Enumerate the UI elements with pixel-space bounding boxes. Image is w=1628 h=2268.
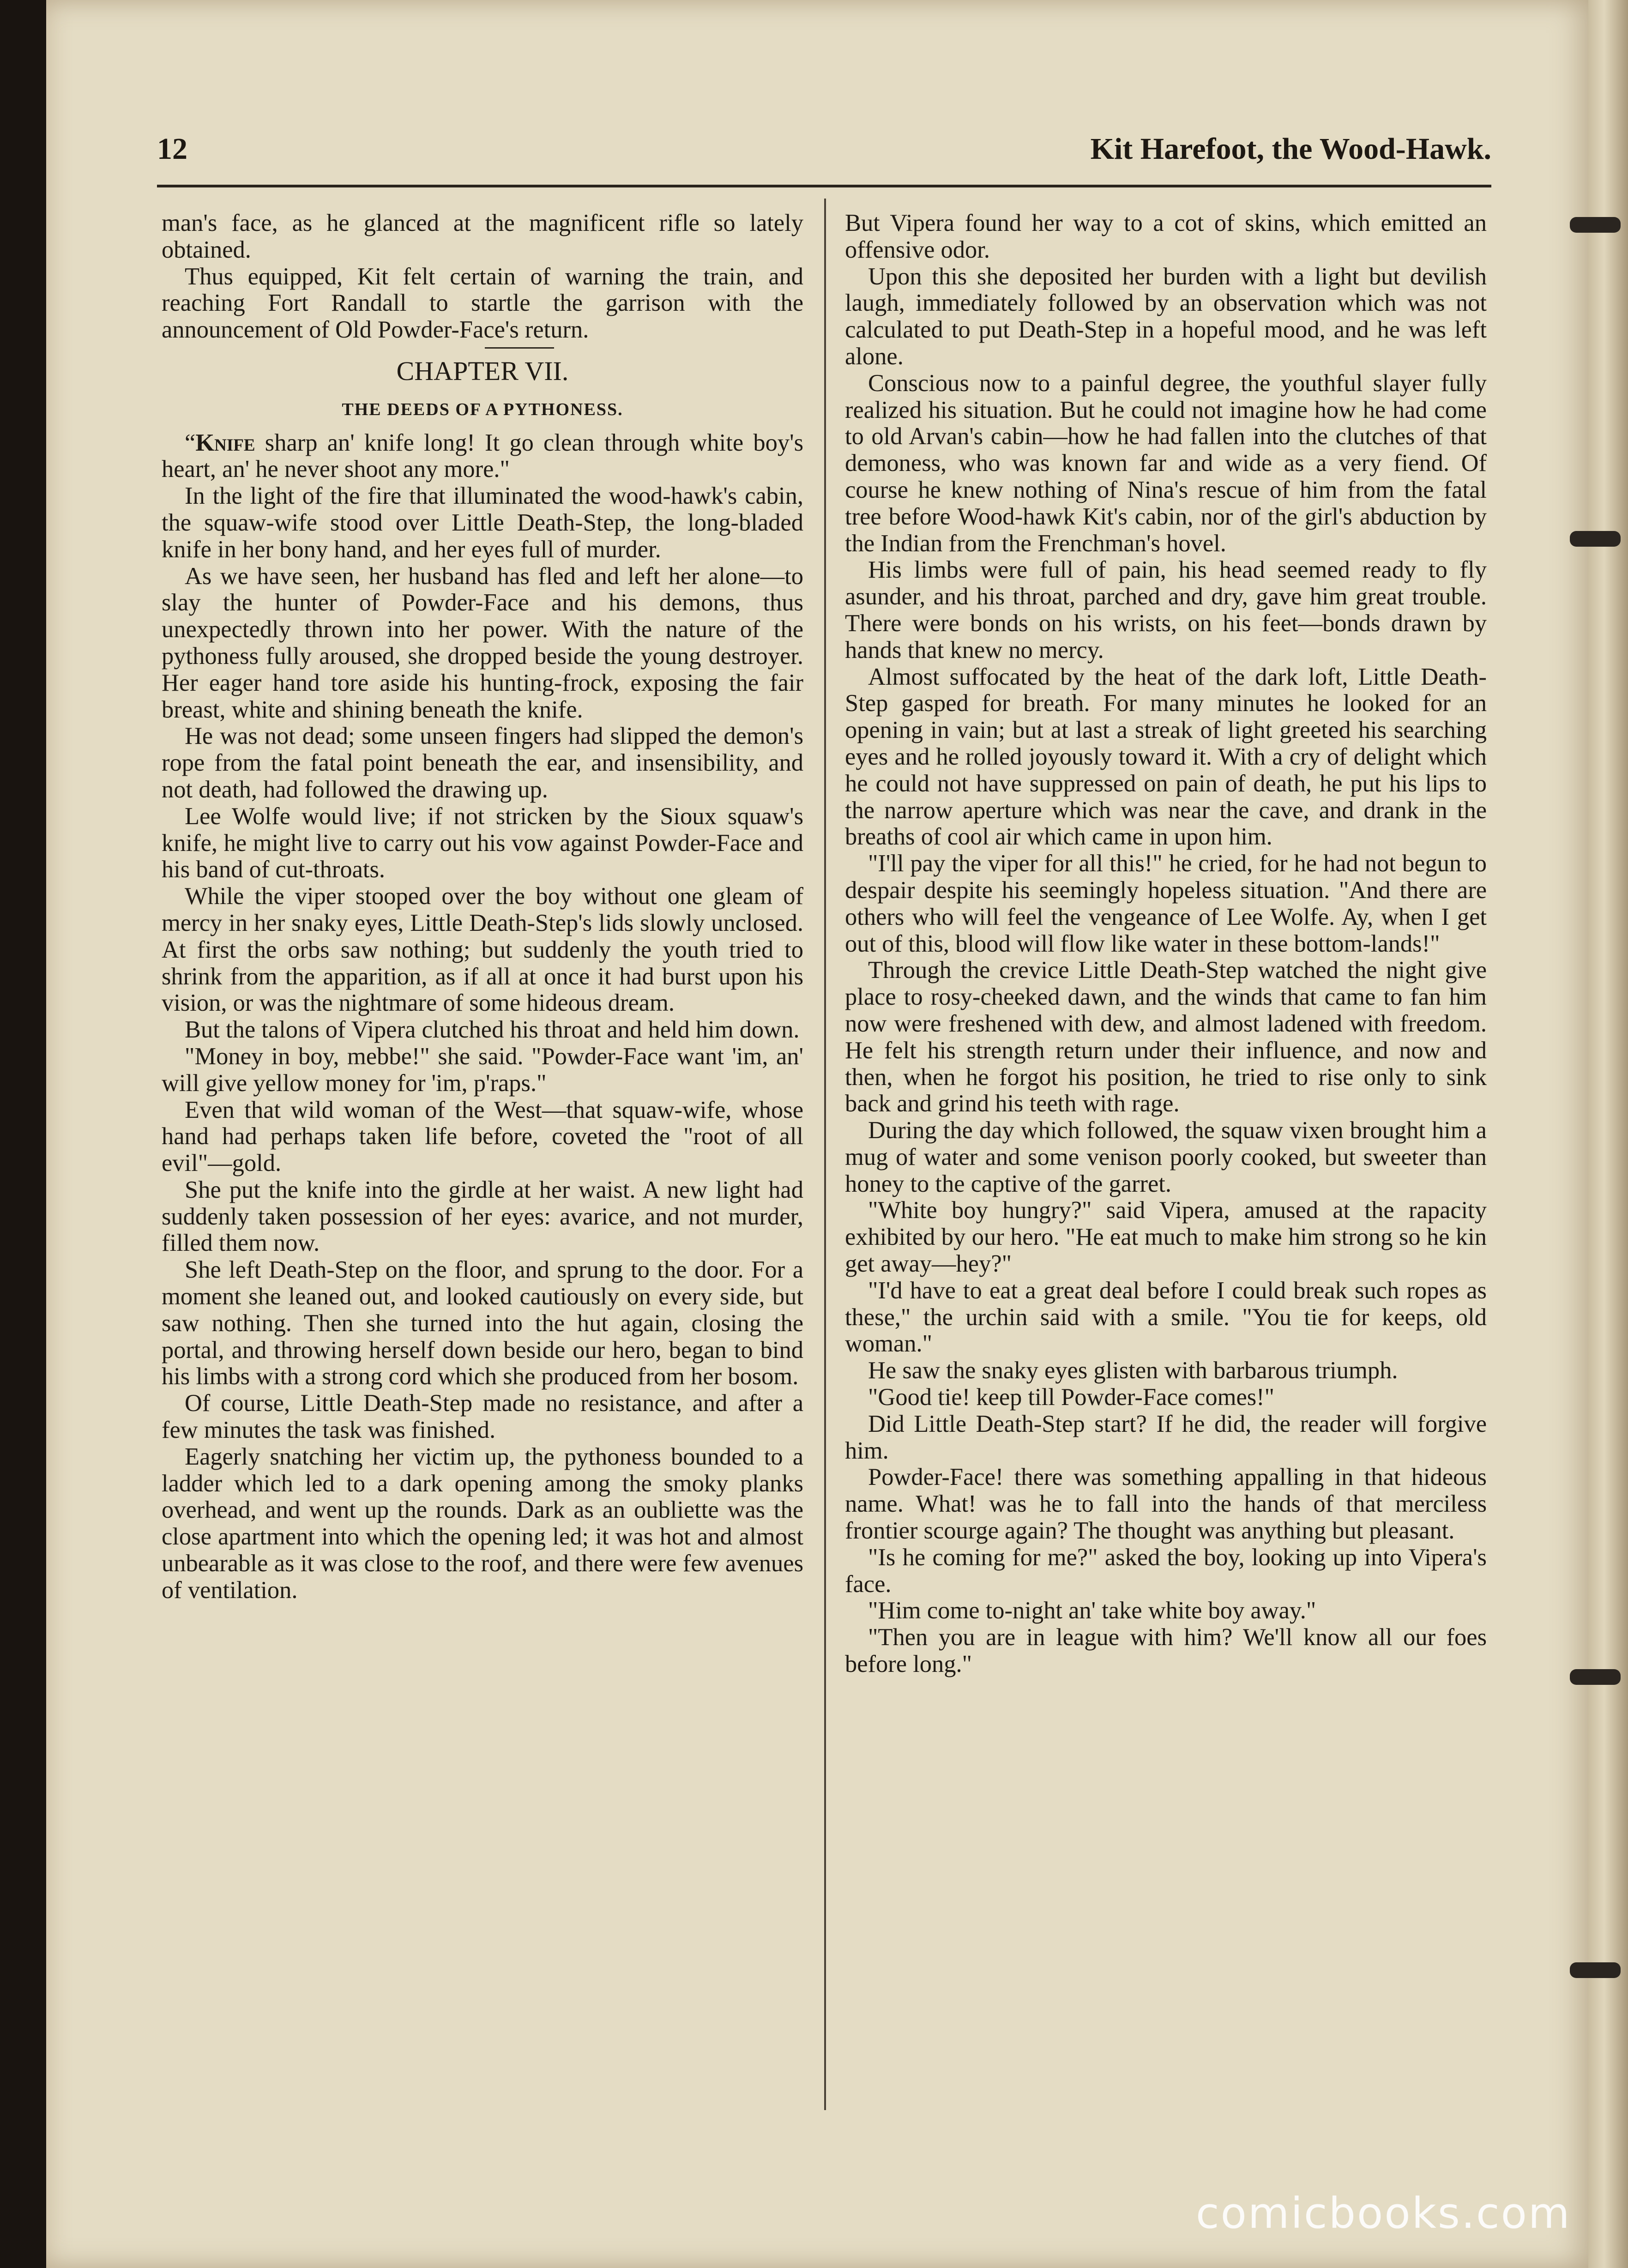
header-rule — [157, 185, 1491, 187]
chapter-title: CHAPTER VII. — [396, 356, 569, 386]
opening-paragraph: “Knife sharp an' knife long! It go clean through white boy's heart, an' he never shoot any more." — [162, 429, 803, 483]
chapter-separator — [485, 347, 554, 349]
paragraph: "I'd have to eat a great deal before I could break such ropes as these," the urchin said with a smile. "You tie for keeps, old woman." — [845, 1277, 1487, 1357]
paragraph: He saw the snaky eyes glisten with barbarous triumph. — [868, 1357, 1398, 1384]
paragraph: Powder-Face! there was something appalling in that hideous name. What! was he to fall into the hands of that merciless frontier scourge again? The thought was anything but pleasant. — [845, 1464, 1487, 1544]
paragraph: Did Little Death-Step start? If he did, the reader will forgive him. — [845, 1410, 1487, 1464]
watermark: comicbooks.com — [1196, 2189, 1571, 2238]
paragraph: In the light of the fire that illuminated the wood-hawk's cabin, the squaw-wife stood over Little Death-Step, the long-bladed knife in her bony hand, and her eyes full of murder. — [162, 483, 803, 563]
staple — [1570, 1669, 1621, 1685]
paragraph: But the talons of Vipera clutched his throat and held him down. — [185, 1016, 800, 1044]
opening-rest: sharp an' knife long! It go clean through white boy's heart, an' he never shoot any more." — [162, 429, 803, 483]
running-title: Kit Harefoot, the Wood-Hawk. — [1090, 132, 1491, 166]
paragraph: "Is he coming for me?" asked the boy, looking up into Vipera's face. — [845, 1544, 1487, 1598]
paragraph: Lee Wolfe would live; if not stricken by the Sioux squaw's knife, he might live to carry out his vow against Powder-Face and his band of cut-throats. — [162, 802, 803, 883]
left-paragraphs — [162, 483, 803, 1604]
page-number: 12 — [157, 132, 187, 166]
paragraph: "Money in boy, mebbe!" she said. "Powder-Face want 'im, an' will give yellow money for 'im, p'raps." — [162, 1043, 803, 1097]
paragraph: Upon this she deposited her burden with a light but devilish laugh, immediately followed by an observation which was not calculated to put Death-Step in a hopeful mood, and he was left alone. — [845, 263, 1487, 370]
page-header — [157, 132, 1491, 173]
chapter-subtitle: THE DEEDS OF A PYTHONESS. — [342, 399, 623, 419]
paragraph: "I'll pay the viper for all this!" he cried, for he had not begun to despair despite his seemingly hopeless situation. "And there are others who will feel the vengeance of Lee Wolfe. Ay, when I get out of this, blood will flow like water in these bottom-lands!" — [845, 850, 1487, 957]
paragraph: But Vipera found her way to a cot of skins, which emitted an offensive odor. — [845, 210, 1487, 263]
paragraph: She put the knife into the girdle at her waist. A new light had suddenly taken possession of her eyes: avarice, and not murder, filled them now. — [162, 1176, 803, 1257]
paragraph: Eagerly snatching her victim up, the pythoness bounded to a ladder which led to a dark opening among the smoky planks overhead, and went up the rounds. Dark as an oubliette was the close apartment into which the opening led; it was hot and almost unbearable as it was close to the roof, and there were few avenues of ventilation. — [162, 1443, 803, 1604]
opening-word: Knife — [195, 429, 255, 456]
paragraph: Through the crevice Little Death-Step watched the night give place to rosy-cheeked dawn, and the winds that came to fan him now were freshened with dew, and almost ladened with freedom. He felt his strength return under their influence, and now and then, when he forgot his position, he tried to rise only to sink back and grind his teeth with rage. — [845, 957, 1487, 1117]
paragraph: Thus equipped, Kit felt certain of warning the train, and reaching Fort Randall to startle the garrison with the announcement of Old Powder-Face's return. — [162, 263, 803, 344]
paragraph: During the day which followed, the squaw vixen brought him a mug of water and some venison poorly cooked, but sweeter than honey to the captive of the garret. — [845, 1117, 1487, 1197]
staple — [1570, 217, 1621, 233]
staple — [1570, 531, 1621, 547]
paragraph: Conscious now to a painful degree, the youthful slayer fully realized his situation. But he could not imagine how he had come to old Arvan's cabin—how he had fallen into the clutches of that demoness, who was known far and wide as a very fiend. Of course he knew nothing of Nina's rescue of him from the fatal tree before Wood-hawk Kit's cabin, nor of the girl's abduction by the Indian from the Frenchman's hovel. — [845, 369, 1487, 557]
paragraph: She left Death-Step on the floor, and sprung to the door. For a moment she leaned out, and looked cautiously on every side, but saw nothing. Then she turned into the hut again, closing the portal, and throwing herself down beside our hero, began to bind his limbs with a strong cord which she produced from her bosom. — [162, 1256, 803, 1390]
paragraph: "Him come to-night an' take white boy away." — [868, 1597, 1316, 1624]
paragraph: Almost suffocated by the heat of the dark loft, Little Death-Step gasped for breath. For many minutes he looked for an opening in vain; but at last a streak of light greeted his searching eyes and he rolled joyously toward it. With a cry of delight which he could not have suppressed on pain of death, he put his lips to the narrow aperture which was near the cave, and drank in the breaths of cool air which came in upon him. — [845, 663, 1487, 850]
page-spine — [1588, 0, 1628, 2268]
right-paragraphs — [845, 210, 1487, 1678]
paragraph: While the viper stooped over the boy without one gleam of mercy in her snaky eyes, Little Death-Step's lids slowly unclosed. At first the orbs saw nothing; but suddenly the youth tried to shrink from the apparition, as if all at once it had burst upon his vision, or was the nightmare of some hideous dream. — [162, 883, 803, 1017]
staple — [1570, 1962, 1621, 1978]
paragraph: As we have seen, her husband has fled and left her alone—to slay the hunter of Powder-Face and his demons, thus unexpectedly thrown into her power. With the nature of the pythoness fully aroused, she dropped beside the young destroyer. Her eager hand tore aside his hunting-frock, exposing the fair breast, white and shining beneath the knife. — [162, 562, 803, 723]
paragraph: "White boy hungry?" said Vipera, amused at the rapacity exhibited by our hero. "He eat much to make him strong so he kin get away—hey?" — [845, 1197, 1487, 1278]
paragraph: "Good tie! keep till Powder-Face comes!" — [868, 1384, 1275, 1411]
left-column — [162, 210, 803, 2108]
paragraph: His limbs were full of pain, his head seemed ready to fly asunder, and his throat, parched and dry, gave him great trouble. There were bonds on his wrists, on his feet—bonds drawn by hands that knew no mercy. — [845, 556, 1487, 664]
paragraph: man's face, as he glanced at the magnificent rifle so lately obtained. — [162, 210, 803, 263]
paragraph: "Then you are in league with him? We'll know all our foes before long." — [845, 1624, 1487, 1678]
paragraph: Of course, Little Death-Step made no resistance, and after a few minutes the task was finished. — [162, 1390, 803, 1444]
column-divider — [824, 199, 826, 2110]
paragraph: Even that wild woman of the West—that squaw-wife, whose hand had perhaps taken life before, coveted the "root of all evil"—gold. — [162, 1096, 803, 1177]
paragraph: He was not dead; some unseen fingers had slipped the demon's rope from the fatal point beneath the ear, and insensibility, and not death, had followed the drawing up. — [162, 723, 803, 803]
right-column — [845, 210, 1487, 2108]
